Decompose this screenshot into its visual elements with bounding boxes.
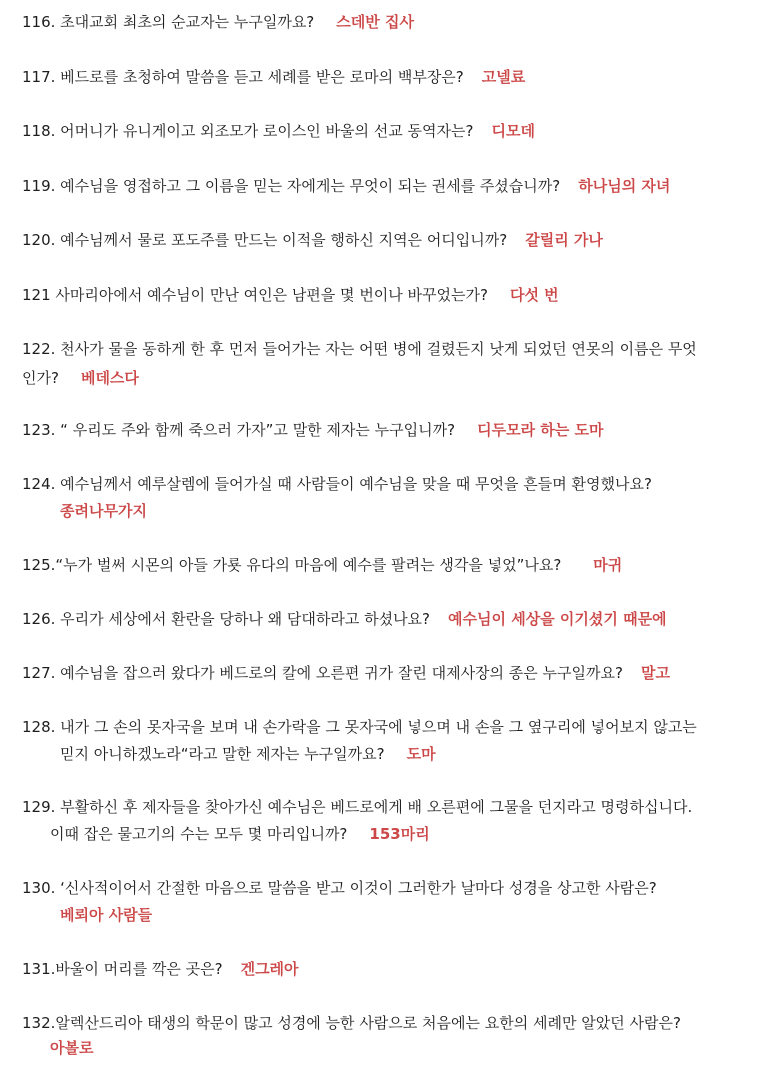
answer-text: 하나님의 자녀 — [578, 177, 671, 195]
question-127 — [0, 664, 770, 683]
answer-text: 고넬료 — [481, 68, 526, 86]
question-text: 121 사마리아에서 예수님이 만난 여인은 남편을 몇 번이나 바꾸었는가? — [22, 286, 488, 304]
answer-text: 다섯 번 — [509, 286, 559, 304]
answer-text: 153마리 — [369, 825, 430, 843]
question-126 — [0, 610, 770, 629]
question-continuation: 인가? — [22, 369, 59, 387]
question-131 — [0, 960, 770, 979]
question-text: 132.알렉산드리아 태생의 학문이 많고 성경에 능한 사람으로 처음에는 요한의 세례만 알았던 사람은? — [22, 1014, 681, 1032]
answer-text: 아볼로 — [50, 1039, 94, 1057]
question-continuation: 믿지 아니하겠노라“라고 말한 제자는 누구일까요? — [60, 745, 385, 763]
question-text: 118. 어머니가 유니게이고 외조모가 로이스인 바울의 선교 동역자는? — [22, 122, 474, 140]
question-116 — [0, 13, 770, 32]
question-125 — [0, 556, 770, 575]
question-130 — [0, 879, 770, 925]
question-119 — [0, 177, 770, 196]
question-text: 119. 예수님을 영접하고 그 이름을 믿는 자에게는 무엇이 되는 권세를 주셨습니까? — [22, 177, 561, 195]
question-text: 128. 내가 그 손의 못자국을 보며 내 손가락을 그 못자국에 넣으며 내 손을 그 옆구리에 넣어보지 않고는 — [22, 718, 697, 736]
answer-text: 도마 — [406, 745, 436, 763]
answer-text: 디두모라 하는 도마 — [477, 421, 604, 439]
question-122 — [0, 340, 770, 388]
question-118 — [0, 122, 770, 141]
answer-text: 베데스다 — [80, 369, 139, 387]
question-text: 117. 베드로를 초청하여 말씀을 듣고 세례를 받은 로마의 백부장은? — [22, 68, 464, 86]
question-text: 131.바울이 머리를 깍은 곳은? — [22, 960, 223, 978]
question-text: 123. “ 우리도 주와 함께 죽으러 가자”고 말한 제자는 누구입니까? — [22, 421, 456, 439]
question-120 — [0, 231, 770, 250]
question-text: 122. 천사가 물을 동하게 한 후 먼저 들어가는 자는 어떤 병에 걸렸든지 낫게 되었던 연못의 이름은 무엇 — [22, 340, 697, 358]
answer-text: 말고 — [640, 664, 670, 682]
question-124 — [0, 475, 770, 521]
answer-text: 종려나무가지 — [60, 502, 147, 520]
question-121 — [0, 286, 770, 305]
question-text: 126. 우리가 세상에서 환란을 당하나 왜 담대하라고 하셨나요? — [22, 610, 431, 628]
question-continuation: 이때 잡은 물고기의 수는 모두 몇 마리입니까? — [50, 825, 348, 843]
question-text: 116. 초대교회 최초의 순교자는 누구일까요? — [22, 13, 315, 31]
question-text: 125.“누가 벌써 시몬의 아들 가룟 유다의 마음에 예수를 팔려는 생각을 넣었”나요? — [22, 556, 562, 574]
question-123 — [0, 421, 770, 440]
answer-text: 베뢰아 사람들 — [60, 906, 153, 924]
question-129 — [0, 798, 770, 844]
answer-text: 겐그레아 — [240, 960, 299, 978]
question-text: 130. ‘신사적이어서 간절한 마음으로 말씀을 받고 이것이 그러한가 날마다 성경을 상고한 사람은? — [22, 879, 657, 897]
question-text: 127. 예수님을 잡으러 왔다가 베드로의 칼에 오른편 귀가 잘린 대제사장의 종은 누구일까요? — [22, 664, 623, 682]
answer-text: 마귀 — [593, 556, 623, 574]
question-132 — [0, 1014, 770, 1058]
answer-text: 갈릴리 가나 — [525, 231, 603, 249]
question-text: 129. 부활하신 후 제자들을 찾아가신 예수님은 베드로에게 배 오른편에 그물을 던지라고 명령하십니다. — [22, 798, 693, 816]
answer-text: 예수님이 세상을 이기셨기 때문에 — [448, 610, 667, 628]
question-text: 124. 예수님께서 예루살렘에 들어가실 때 사람들이 예수님을 맞을 때 무엇을 흔들며 환영했나요? — [22, 475, 652, 493]
question-text: 120. 예수님께서 물로 포도주를 만드는 이적을 행하신 지역은 어디입니까? — [22, 231, 508, 249]
question-117 — [0, 68, 770, 87]
question-128 — [0, 718, 770, 764]
answer-text: 디모데 — [491, 122, 535, 140]
answer-text: 스데반 집사 — [336, 13, 414, 31]
